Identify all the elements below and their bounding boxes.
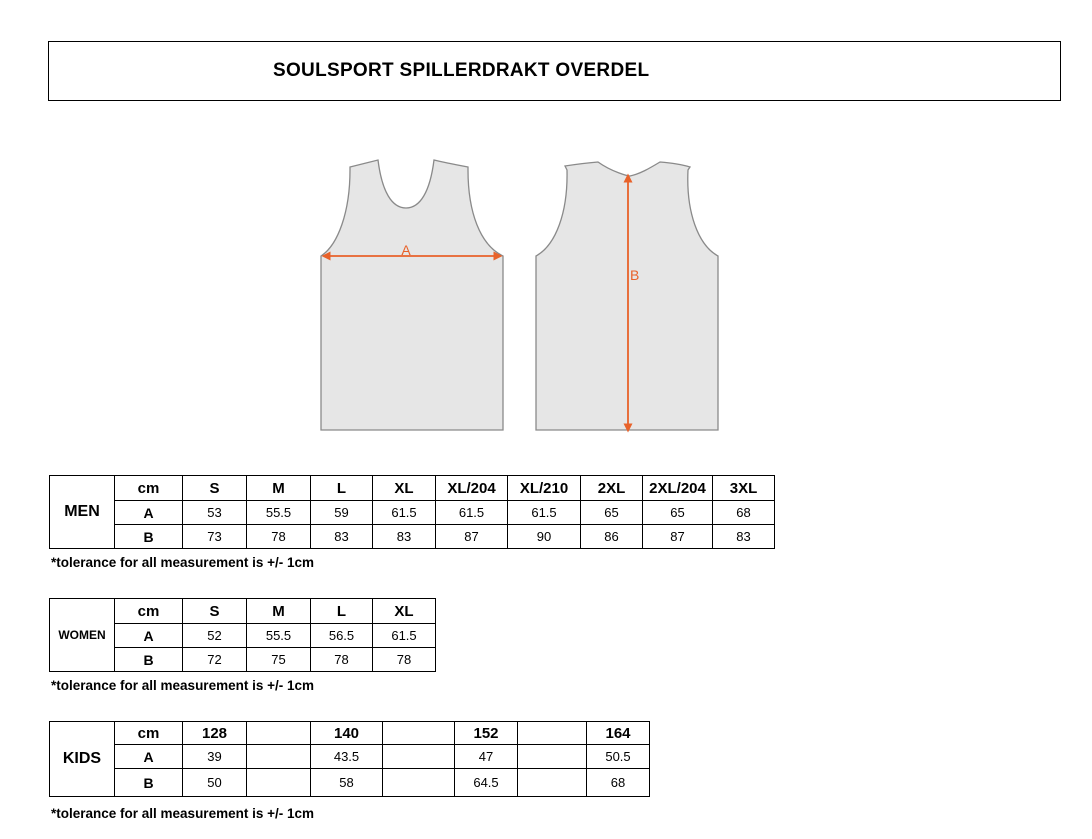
table-cell: 73 xyxy=(183,525,247,549)
size-header xyxy=(247,722,311,745)
size-header: 128 xyxy=(183,722,247,745)
table-cell: 55.5 xyxy=(247,501,311,525)
row-label: B xyxy=(115,648,183,672)
table-cell: 65 xyxy=(581,501,643,525)
size-header xyxy=(383,722,455,745)
unit-header: cm xyxy=(115,599,183,624)
table-row xyxy=(50,745,650,769)
table-row xyxy=(50,525,775,549)
row-label: B xyxy=(115,769,183,797)
men-tolerance-note: *tolerance for all measurement is +/- 1cm xyxy=(51,555,314,570)
table-cell: 72 xyxy=(183,648,247,672)
size-header: S xyxy=(183,599,247,624)
table-cell: 55.5 xyxy=(247,624,311,648)
table-cell: 56.5 xyxy=(311,624,373,648)
table-cell: 50.5 xyxy=(587,745,650,769)
men-size-table xyxy=(49,475,775,549)
table-cell: 50 xyxy=(183,769,247,797)
table-cell: 39 xyxy=(183,745,247,769)
size-header: XL/204 xyxy=(436,476,508,501)
size-header: M xyxy=(247,476,311,501)
table-cell: 78 xyxy=(247,525,311,549)
shirt-back-shape xyxy=(536,162,718,430)
size-header: XL xyxy=(373,599,436,624)
men-group-label: MEN xyxy=(50,476,115,549)
table-cell: 58 xyxy=(311,769,383,797)
table-cell: 87 xyxy=(643,525,713,549)
table-cell: 61.5 xyxy=(373,624,436,648)
table-cell: 83 xyxy=(713,525,775,549)
shirt-diagram xyxy=(310,150,730,440)
size-header: XL/210 xyxy=(508,476,581,501)
table-cell: 68 xyxy=(713,501,775,525)
size-header: M xyxy=(247,599,311,624)
size-header: L xyxy=(311,599,373,624)
table-cell: 52 xyxy=(183,624,247,648)
table-cell: 75 xyxy=(247,648,311,672)
table-cell xyxy=(247,769,311,797)
table-cell xyxy=(247,745,311,769)
size-header: XL xyxy=(373,476,436,501)
table-cell: 87 xyxy=(436,525,508,549)
table-cell: 61.5 xyxy=(508,501,581,525)
title-box xyxy=(48,41,1061,101)
table-cell: 61.5 xyxy=(373,501,436,525)
table-cell: 59 xyxy=(311,501,373,525)
table-cell: 83 xyxy=(311,525,373,549)
table-cell: 65 xyxy=(643,501,713,525)
size-header: L xyxy=(311,476,373,501)
page-title: SOULSPORT SPILLERDRAKT OVERDEL xyxy=(273,60,650,81)
row-label: A xyxy=(115,624,183,648)
table-cell: 78 xyxy=(373,648,436,672)
women-tolerance-note: *tolerance for all measurement is +/- 1cm xyxy=(51,678,314,693)
measure-label-a: A xyxy=(401,242,411,258)
table-cell: 43.5 xyxy=(311,745,383,769)
size-header xyxy=(518,722,587,745)
row-label: B xyxy=(115,525,183,549)
table-cell: 78 xyxy=(311,648,373,672)
unit-header: cm xyxy=(115,722,183,745)
kids-tolerance-note: *tolerance for all measurement is +/- 1cm xyxy=(51,806,314,821)
size-header: 2XL xyxy=(581,476,643,501)
size-header: 140 xyxy=(311,722,383,745)
size-header: 2XL/204 xyxy=(643,476,713,501)
unit-header: cm xyxy=(115,476,183,501)
table-cell: 90 xyxy=(508,525,581,549)
row-label: A xyxy=(115,745,183,769)
table-row xyxy=(50,769,650,797)
size-header: S xyxy=(183,476,247,501)
women-size-table xyxy=(49,598,436,672)
table-cell xyxy=(383,745,455,769)
table-cell: 83 xyxy=(373,525,436,549)
table-row xyxy=(50,501,775,525)
table-cell: 47 xyxy=(455,745,518,769)
table-cell: 86 xyxy=(581,525,643,549)
table-cell: 61.5 xyxy=(436,501,508,525)
row-label: A xyxy=(115,501,183,525)
table-cell: 68 xyxy=(587,769,650,797)
shirt-front-shape xyxy=(321,160,503,430)
table-cell: 53 xyxy=(183,501,247,525)
table-cell xyxy=(518,745,587,769)
size-header: 152 xyxy=(455,722,518,745)
women-group-label: WOMEN xyxy=(50,599,115,672)
measure-label-b: B xyxy=(630,267,640,283)
table-cell: 64.5 xyxy=(455,769,518,797)
size-header: 3XL xyxy=(713,476,775,501)
table-cell xyxy=(383,769,455,797)
size-header: 164 xyxy=(587,722,650,745)
table-cell xyxy=(518,769,587,797)
kids-size-table xyxy=(49,721,650,797)
kids-group-label: KIDS xyxy=(50,722,115,797)
